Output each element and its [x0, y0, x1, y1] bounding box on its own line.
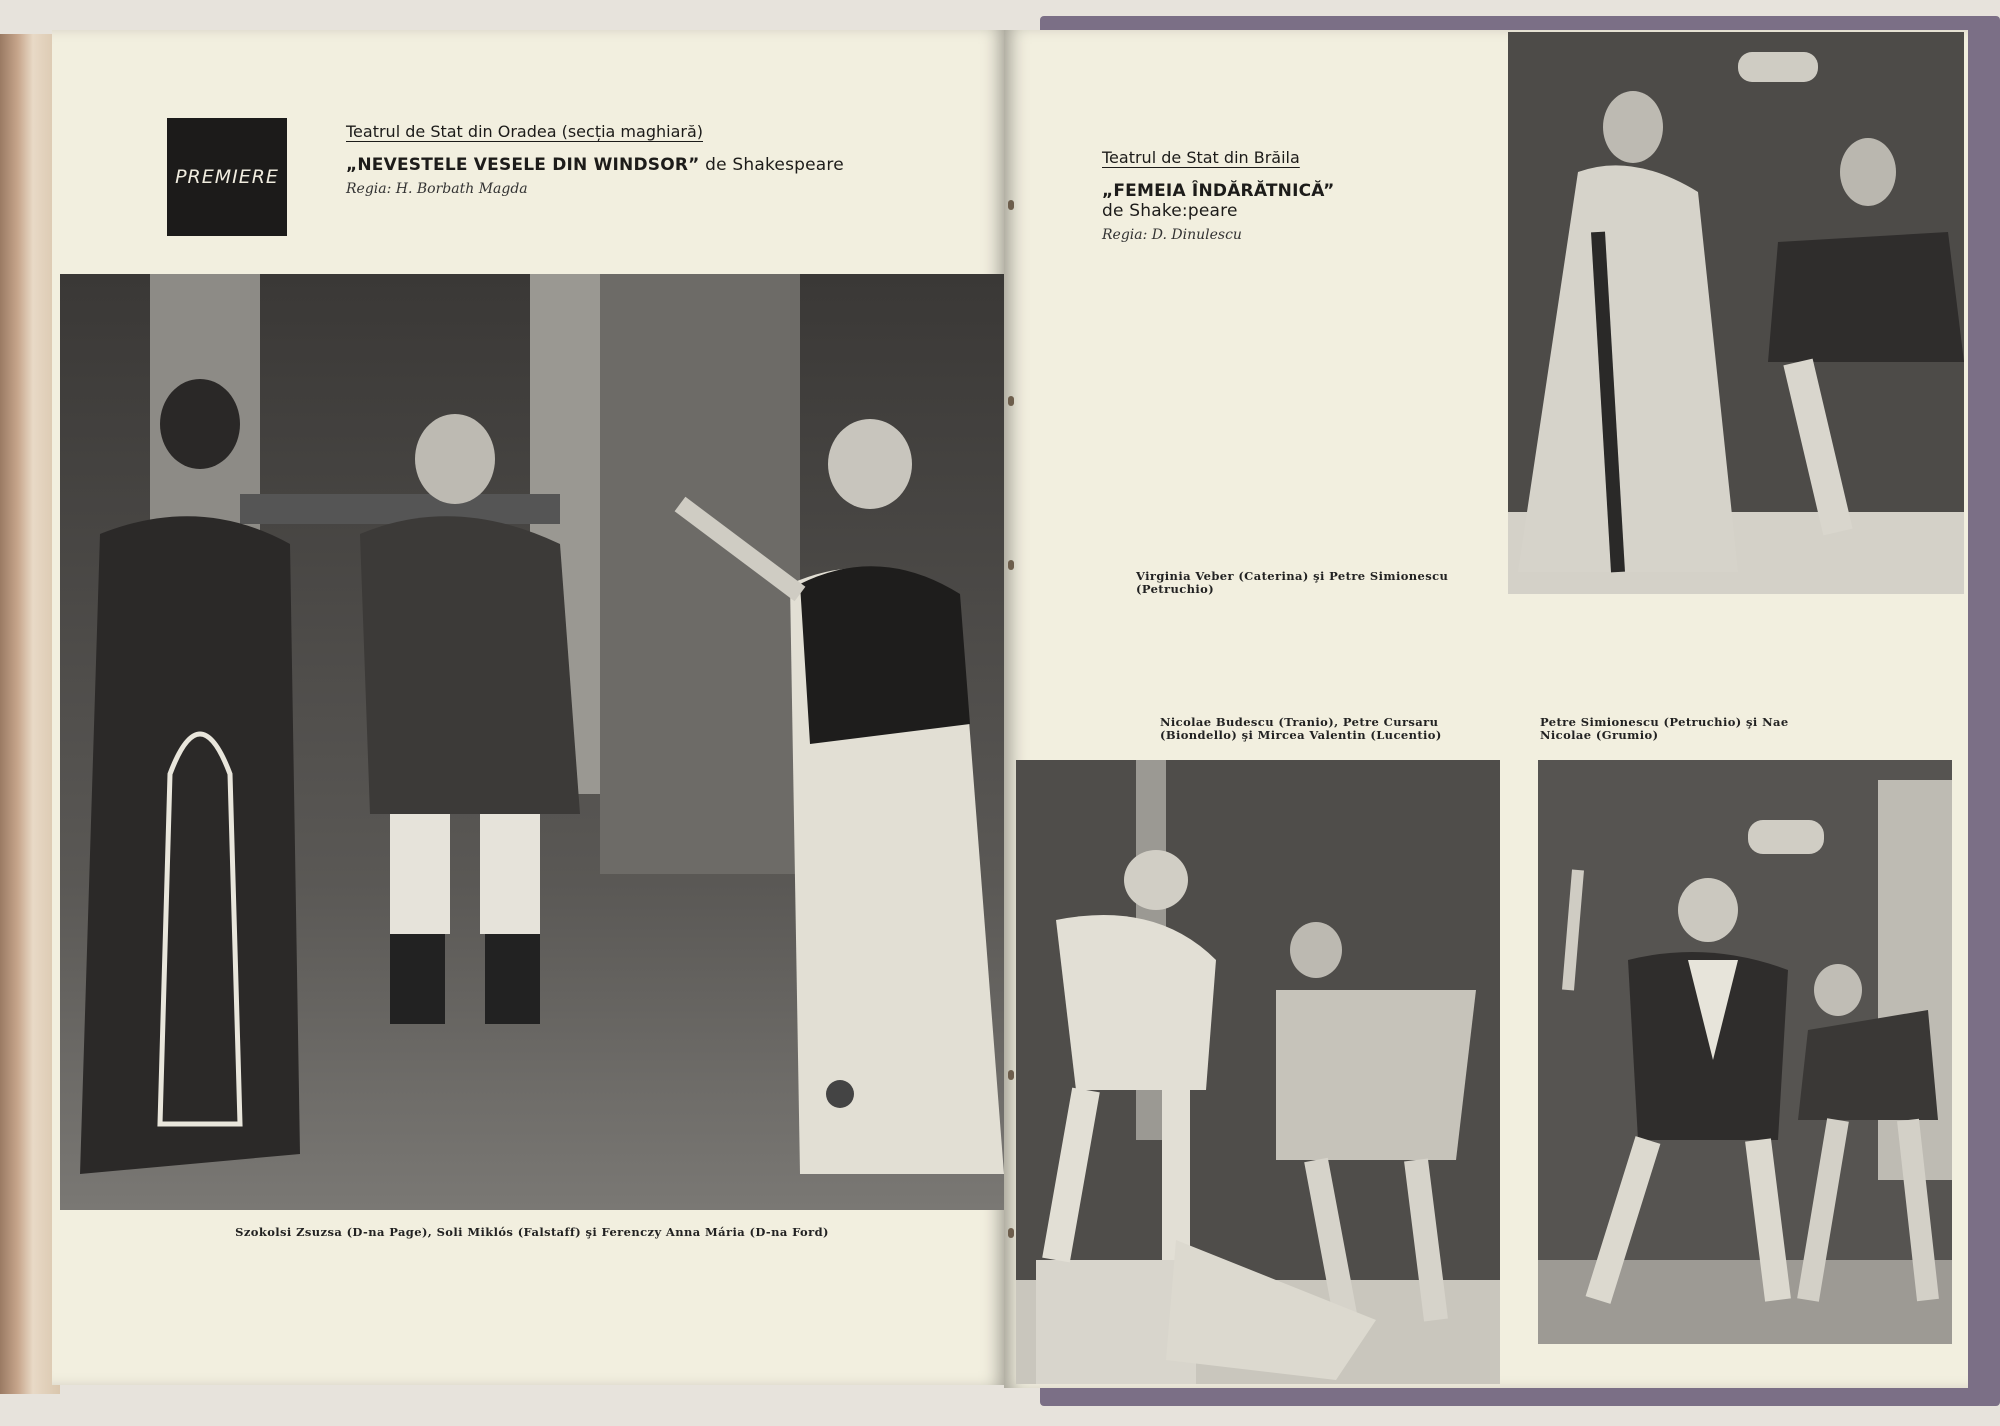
left-play-line [346, 155, 966, 175]
left-photo-caption: Szokolsi Zsuzsa (D-na Page), Soli Miklós (Falstaff) şi Ferenczy Anna Mária (D-na Ford) [235, 1225, 829, 1239]
book-cover-left [0, 34, 60, 1394]
left-director: Regia: H. Borbath Magda [346, 181, 528, 197]
left-theatre-name: Teatrul de Stat din Oradea (secția maghiară) [346, 122, 703, 141]
caption-caterina-petruchio: Virginia Veber (Caterina) şi Petre Simionescu (Petruchio) [1136, 569, 1449, 596]
left-play-author: de Shakespeare [699, 155, 844, 175]
left-play-title: „NEVESTELE VESELE DIN WINDSOR” [346, 155, 700, 175]
right-play-author: de Shake:peare [1102, 201, 1238, 221]
right-director: Regia: D. Dinulescu [1102, 227, 1242, 243]
stage-photo-icon [1538, 760, 1952, 1344]
premiere-badge-label: PREMIERE [175, 166, 279, 188]
photo-caterina-petruchio [1508, 32, 1964, 594]
photo-falstaff-scene [60, 274, 1004, 1210]
caption-tranio-scene: Nicolae Budescu (Tranio), Petre Cursaru (Biondello) şi Mircea Valentin (Lucentio) [1160, 715, 1442, 742]
right-theatre-name: Teatrul de Stat din Brăila [1102, 148, 1300, 167]
photo-grumio-scene [1538, 760, 1952, 1344]
right-heading [1102, 148, 1482, 243]
caption-grumio-scene: Petre Simionescu (Petruchio) şi Nae Nicolae (Grumio) [1540, 715, 1789, 742]
photo-tranio-scene [1016, 760, 1500, 1384]
left-heading [346, 122, 966, 197]
right-play-title: „FEMEIA ÎNDĂRĂTNICĂ” [1102, 181, 1335, 201]
stage-photo-icon [60, 274, 1004, 1210]
stage-photo-icon [1508, 32, 1964, 594]
right-play-line [1102, 181, 1482, 201]
stage-photo-icon [1016, 760, 1500, 1384]
premiere-badge [167, 118, 287, 236]
